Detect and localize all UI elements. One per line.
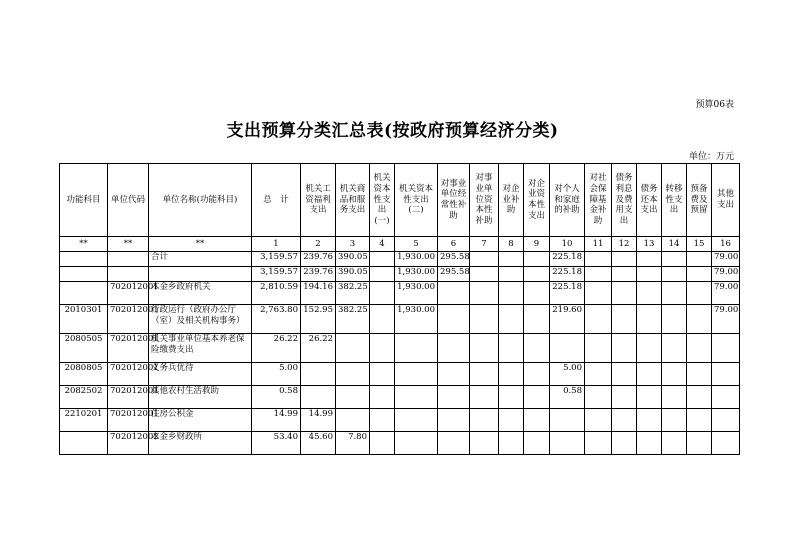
column-index: 6 [438,237,470,252]
table-cell [612,252,637,267]
table-cell: 152.95 [301,305,336,334]
table-cell [499,363,524,386]
table-cell: 225.18 [550,267,585,282]
table-cell [370,409,395,432]
table-cell [499,267,524,282]
table-cell [524,252,550,267]
column-index: 2 [301,237,336,252]
column-index: ** [60,237,108,252]
table-cell [499,409,524,432]
column-index: 7 [470,237,499,252]
table-cell: 2,810.59 [252,282,301,305]
table-cell: 702012001 [108,334,149,363]
column-header: 机关资本性支出(一) [370,164,395,237]
table-cell [687,334,712,363]
table-cell [712,334,740,363]
table-cell [585,282,612,305]
table-cell [438,432,470,455]
table-cell: 26.22 [252,334,301,363]
table-cell [662,334,687,363]
column-header: 机关资本性支出(二) [395,164,438,237]
table-cell [637,409,662,432]
table-cell: 其他农村生活救助 [149,386,252,409]
table-cell: 5.00 [550,363,585,386]
column-index: ** [108,237,149,252]
table-cell [612,267,637,282]
table-row [60,363,740,386]
table-cell [662,409,687,432]
table-cell [470,334,499,363]
column-header: 对事业单位经常性补助 [438,164,470,237]
table-cell [637,305,662,334]
table-cell [336,386,370,409]
table-cell: 2080805 [60,363,108,386]
table-cell [687,409,712,432]
column-header: 对企业资本性支出 [524,164,550,237]
table-cell [687,252,712,267]
table-cell [470,252,499,267]
table-cell: 382.25 [336,282,370,305]
table-cell [370,267,395,282]
table-cell: 合计 [149,252,252,267]
table-cell: 2010301 [60,305,108,334]
table-cell: 2080505 [60,334,108,363]
table-cell [662,252,687,267]
table-cell [499,252,524,267]
table-row [60,252,740,267]
column-index: 14 [662,237,687,252]
table-cell [612,409,637,432]
table-cell: 702012001 [108,282,149,305]
table-cell: 住房公积金 [149,409,252,432]
table-cell [662,282,687,305]
table-cell: 79.00 [712,305,740,334]
column-header: 总 计 [252,164,301,237]
table-cell: 45.60 [301,432,336,455]
table-cell [662,267,687,282]
table-cell: 机关事业单位基本养老保险缴费支出 [149,334,252,363]
table-cell [60,267,108,282]
table-cell: 1,930.00 [395,267,438,282]
table-cell [370,252,395,267]
table-cell [585,334,612,363]
table-cell [108,252,149,267]
table-cell [395,386,438,409]
unit-label: 单位：万元 [688,152,734,162]
table-cell: 1,930.00 [395,305,438,334]
table-cell [60,432,108,455]
table-cell: 79.00 [712,252,740,267]
table-cell [438,305,470,334]
table-cell [499,386,524,409]
table-cell: 702012001 [108,363,149,386]
table-row [60,305,740,334]
table-body [60,252,740,455]
table-cell [524,334,550,363]
table-row [60,282,740,305]
table-cell: 295.58 [438,252,470,267]
table-cell [585,363,612,386]
table-cell [395,363,438,386]
table-cell [370,334,395,363]
column-header: 对个人和家庭的补助 [550,164,585,237]
table-cell [370,305,395,334]
table-cell: 3,159.57 [252,267,301,282]
table-cell [637,363,662,386]
table-cell: 义务兵优待 [149,363,252,386]
table-cell: 0.58 [252,386,301,409]
table-cell [470,267,499,282]
table-cell [524,305,550,334]
form-number: 预算06表 [695,100,734,110]
table-cell [637,282,662,305]
table-cell [524,363,550,386]
column-index: 8 [499,237,524,252]
table-cell [662,363,687,386]
column-header: 其他支出 [712,164,740,237]
column-header: 单位代码 [108,164,149,237]
table-cell: 2,763.80 [252,305,301,334]
table-cell [301,363,336,386]
column-header: 机关工资福利支出 [301,164,336,237]
table-cell [524,282,550,305]
table-cell [637,267,662,282]
budget-table [59,163,740,455]
table-cell: 行政运行（政府办公厅（室）及相关机构事务） [149,305,252,334]
column-index: 13 [637,237,662,252]
header-row [60,164,740,237]
column-index: 15 [687,237,712,252]
table-cell [585,386,612,409]
table-cell [550,409,585,432]
table-cell [470,386,499,409]
column-header: 预备费及预留 [687,164,712,237]
table-cell: 26.22 [301,334,336,363]
table-cell: 53.40 [252,432,301,455]
table-cell [301,386,336,409]
table-cell [662,432,687,455]
table-cell [370,386,395,409]
table-cell: 219.60 [550,305,585,334]
table-cell [612,282,637,305]
table-cell [712,386,740,409]
table-cell [470,282,499,305]
table-cell: 0.58 [550,386,585,409]
table-cell [438,409,470,432]
table-cell [637,432,662,455]
table-cell [499,432,524,455]
column-index: 12 [612,237,637,252]
table-cell: 1,930.00 [395,282,438,305]
table-cell [612,432,637,455]
table-cell [687,282,712,305]
table-cell [438,363,470,386]
column-index: 16 [712,237,740,252]
table-cell [499,305,524,334]
table-cell: 14.99 [301,409,336,432]
column-index: 11 [585,237,612,252]
table-cell [149,267,252,282]
column-index: 1 [252,237,301,252]
table-cell [612,305,637,334]
table-cell [470,305,499,334]
table-cell: 239.76 [301,252,336,267]
table-cell [438,334,470,363]
table-cell [499,282,524,305]
table-cell [370,363,395,386]
table-row [60,409,740,432]
table-cell [370,282,395,305]
table-cell [687,305,712,334]
table-cell [585,252,612,267]
table-cell [470,432,499,455]
column-header: 对事业单位资本性补助 [470,164,499,237]
table-cell [712,363,740,386]
table-cell: 702012001 [108,386,149,409]
column-index: 4 [370,237,395,252]
column-header: 债务利息及费用支出 [612,164,637,237]
table-cell [108,267,149,282]
table-cell: 木金乡政府机关 [149,282,252,305]
table-cell [585,409,612,432]
table-cell: 390.05 [336,252,370,267]
table-cell [637,386,662,409]
table-cell [438,386,470,409]
table-cell [524,432,550,455]
table-cell: 1,930.00 [395,252,438,267]
table-cell: 79.00 [712,267,740,282]
table-cell: 295.58 [438,267,470,282]
column-index: 3 [336,237,370,252]
table-row [60,432,740,455]
table-cell [550,334,585,363]
table-cell [612,334,637,363]
table-cell: 702012001 [108,305,149,334]
table-cell [662,305,687,334]
table-cell [687,386,712,409]
table-cell: 239.76 [301,267,336,282]
table-cell: 14.99 [252,409,301,432]
table-cell [687,432,712,455]
column-header: 债务还本支出 [637,164,662,237]
table-cell: 382.25 [336,305,370,334]
column-index-row [60,237,740,252]
table-cell [370,432,395,455]
table-cell: 2210201 [60,409,108,432]
table-cell: 木金乡财政所 [149,432,252,455]
table-cell: 225.18 [550,282,585,305]
table-cell [470,363,499,386]
table-cell [60,282,108,305]
table-cell [524,267,550,282]
table-row [60,386,740,409]
table-cell [395,409,438,432]
table-row [60,267,740,282]
table-cell: 5.00 [252,363,301,386]
table-cell [687,363,712,386]
table-cell: 702012001 [108,409,149,432]
table-cell [612,386,637,409]
column-header: 单位名称(功能科目) [149,164,252,237]
table-cell [336,409,370,432]
table-cell [585,305,612,334]
table-cell [550,432,585,455]
table-cell: 2082502 [60,386,108,409]
table-cell: 194.16 [301,282,336,305]
table-cell: 3,159.57 [252,252,301,267]
table-cell [438,282,470,305]
table-cell [585,267,612,282]
column-header: 功能科目 [60,164,108,237]
column-header: 对企业补助 [499,164,524,237]
table-cell [524,386,550,409]
table-cell: 225.18 [550,252,585,267]
table-cell: 7.80 [336,432,370,455]
table-cell [395,334,438,363]
table-cell [612,363,637,386]
table-cell [712,409,740,432]
table-cell [499,334,524,363]
table-cell [60,252,108,267]
table-cell: 390.05 [336,267,370,282]
table-cell [687,267,712,282]
table-row [60,334,740,363]
table-cell [662,386,687,409]
table-cell [637,334,662,363]
column-index: 5 [395,237,438,252]
table-cell [470,409,499,432]
page-title: 支出预算分类汇总表(按政府预算经济分类) [226,121,559,141]
table-cell: 702012002 [108,432,149,455]
table-cell [637,252,662,267]
column-index: 9 [524,237,550,252]
table-cell [712,432,740,455]
table-cell [336,334,370,363]
table-cell [336,363,370,386]
column-header: 转移性支出 [662,164,687,237]
column-index: 10 [550,237,585,252]
table-cell: 79.00 [712,282,740,305]
table-cell [585,432,612,455]
table-cell [395,432,438,455]
column-index: ** [149,237,252,252]
table-cell [524,409,550,432]
column-header: 对社会保障基金补助 [585,164,612,237]
column-header: 机关商品和服务支出 [336,164,370,237]
